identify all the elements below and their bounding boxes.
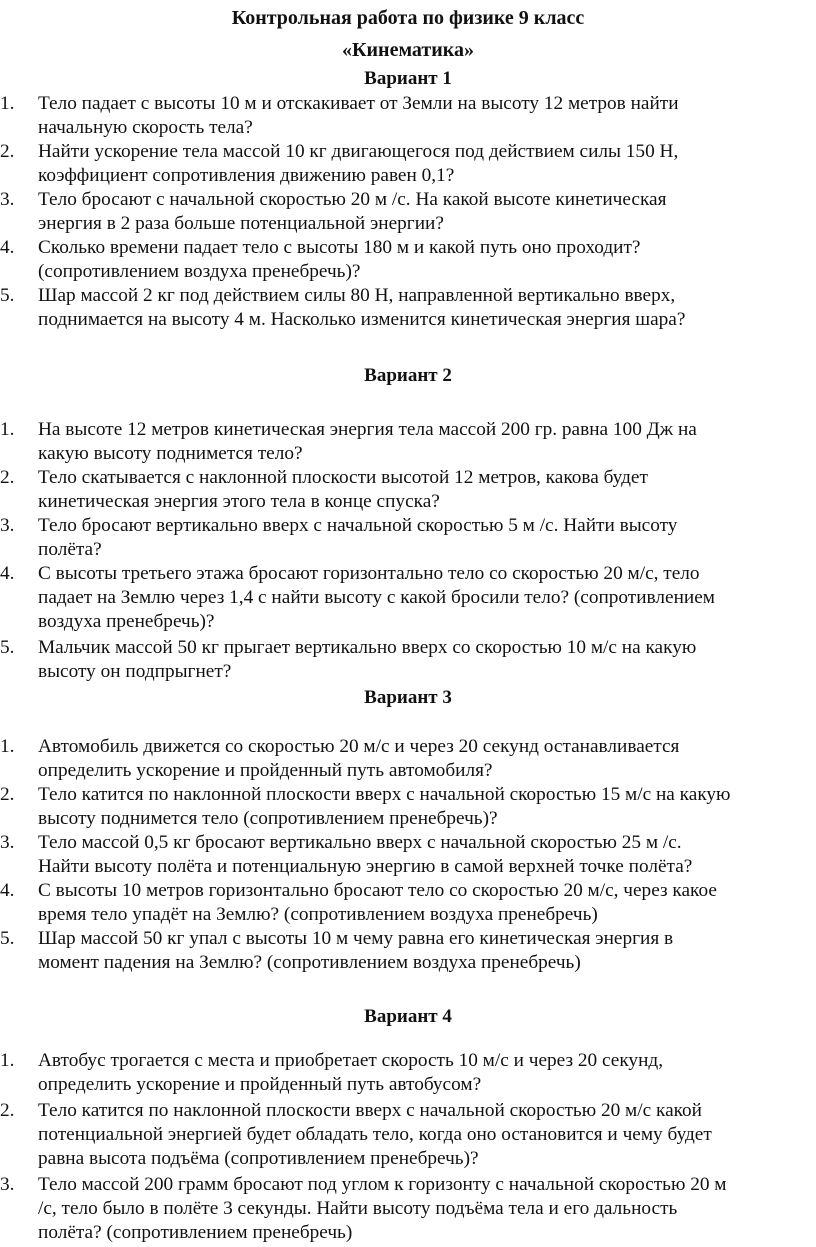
task-text: Шар массой 2 кг под действием силы 80 Н, направленной вертикально вверх, поднимается на высоту 4 м. Насколько изменится кинетическая энергия шара?: [38, 285, 686, 330]
document-title: Контрольная работа по физике 9 класс: [231, 7, 585, 29]
task-number: 5.: [0, 285, 15, 306]
variant-3-title: Вариант 3: [364, 687, 452, 708]
variant-2-title: Вариант 2: [364, 365, 452, 386]
task-text: Тело катится по наклонной плоскости вверх с начальной скоростью 20 м/с какой потенциальной энергией будет обладать тело, когда оно остановится и чему будет равна высота подъёма (сопротивлением пренебречь)?: [38, 1100, 712, 1169]
task-number: 3.: [0, 832, 15, 853]
task-text: На высоте 12 метров кинетическая энергия тела массой 200 гр. равна 100 Дж на какую высоту поднимется тело?: [38, 419, 697, 464]
task-number: 3.: [0, 189, 15, 210]
task-text: Тело бросают с начальной скоростью 20 м /с. На какой высоте кинетическая энергия в 2 раза больше потенциальной энергии?: [38, 189, 667, 234]
task-number: 5.: [0, 928, 15, 949]
task-number: 1.: [0, 736, 15, 757]
task-number: 5.: [0, 637, 15, 658]
task-text: Тело массой 200 грамм бросают под углом к горизонту с начальной скоростью 20 м /с, тело было в полёте 3 секунды. Найти высоту подъёма тела и его дальность полёта? (сопротивлением пренебречь): [38, 1174, 727, 1243]
task-text: Тело бросают вертикально вверх с начальной скоростью 5 м /с. Найти высоту полёта?: [38, 515, 678, 560]
task-text: С высоты третьего этажа бросают горизонтально тело со скоростью 20 м/с, тело падает на Землю через 1,4 с найти высоту с какой бросили тело? (сопротивлением воздуха пренебречь)?: [38, 563, 715, 632]
task-text: Автобус трогается с места и приобретает скорость 10 м/с и через 20 секунд, определить ускорение и пройденный путь автобусом?: [38, 1050, 664, 1095]
task-number: 4.: [0, 563, 15, 584]
task-number: 1.: [0, 1050, 15, 1071]
variant-1-title: Вариант 1: [364, 68, 452, 89]
task-number: 2.: [0, 784, 15, 805]
task-text: Автомобиль движется со скоростью 20 м/с и через 20 секунд останавливается определить ускорение и пройденный путь автомобиля?: [38, 736, 680, 781]
task-number: 1.: [0, 419, 15, 440]
task-number: 3.: [0, 1174, 15, 1195]
task-text: С высоты 10 метров горизонтально бросают тело со скоростью 20 м/с, через какое время тело упадёт на Землю? (сопротивлением воздуха пренебречь): [38, 880, 717, 925]
task-text: Найти ускорение тела массой 10 кг двигающегося под действием силы 150 Н, коэффициент сопротивления движению равен 0,1?: [38, 141, 679, 186]
task-text: Тело катится по наклонной плоскости вверх с начальной скоростью 15 м/с на какую высоту поднимется тело (сопротивлением пренебречь)?: [38, 784, 731, 829]
task-text: Мальчик массой 50 кг прыгает вертикально вверх со скоростью 10 м/с на какую высоту он подпрыгнет?: [38, 637, 697, 682]
task-number: 3.: [0, 515, 15, 536]
task-number: 4.: [0, 880, 15, 901]
task-number: 2.: [0, 141, 15, 162]
task-number: 1.: [0, 93, 15, 114]
task-number: 2.: [0, 1100, 15, 1121]
task-text: Шар массой 50 кг упал с высоты 10 м чему равна его кинетическая энергия в момент падения на Землю? (сопротивлением воздуха пренебречь): [38, 928, 674, 973]
task-text: Сколько времени падает тело с высоты 180 м и какой путь оно проходит? (сопротивлением воздуха пренебречь)?: [38, 237, 641, 282]
task-number: 2.: [0, 467, 15, 488]
task-text: Тело скатывается с наклонной плоскости высотой 12 метров, какова будет кинетическая энергия этого тела в конце спуска?: [38, 467, 648, 512]
variant-4-title: Вариант 4: [364, 1006, 452, 1027]
task-number: 4.: [0, 237, 15, 258]
task-text: Тело падает с высоты 10 м и отскакивает от Земли на высоту 12 метров найти начальную скорость тела?: [38, 93, 679, 138]
document-subtitle: «Кинематика»: [342, 39, 474, 61]
task-text: Тело массой 0,5 кг бросают вертикально вверх с начальной скоростью 25 м /с. Найти высоту полёта и потенциальную энергию в самой верхней точке полёта?: [38, 832, 693, 877]
